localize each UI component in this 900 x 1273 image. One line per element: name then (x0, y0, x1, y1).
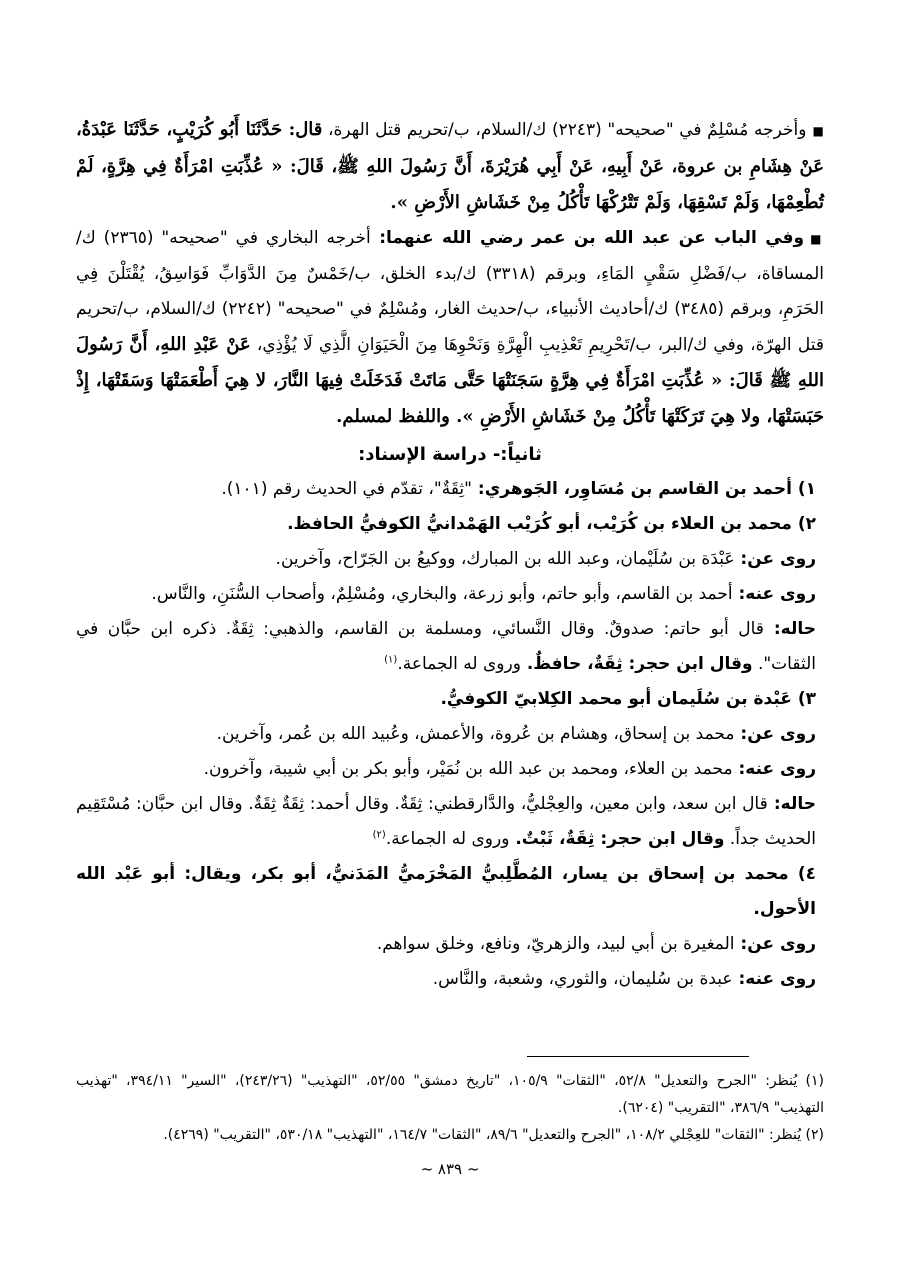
narrator-1-name: ١) أحمد بن القاسم بن مُسَاوِر، الجَوهري: (471, 479, 816, 499)
narrator-1-heading (76, 472, 824, 507)
narrator-4-riwa-an (76, 927, 824, 962)
riwa-an-text: عَبْدَة بن سُلَيْمان، وعبد الله بن المبارك، ووكيعُ بن الجَرّاح، وآخرين. (275, 549, 735, 569)
narrator-4-heading: ٤) محمد بن إسحاق بن يسار، المُطَّلِبيُّ المَخْرَميُّ المَدَنيُّ، أبو بكر، ويقال: أبو عَبْد الله الأحول. (76, 864, 816, 919)
bullet-icon: ■ (810, 232, 825, 246)
bab-lead-text: وفي الباب عن عبد الله بن عمر رضي الله عنهما: (370, 228, 805, 248)
bullet-icon: ■ (812, 124, 825, 138)
bab-hadith-text: عَنْ عَبْدِ اللهِ، أَنَّ رَسُولَ اللهِ ﷺ قَالَ: « عُذِّبَتِ امْرَأَةٌ فِي هِرَّةٍ سَجَنَتْهَا حَتَّى مَاتَتْ فَدَخَلَتْ فِيهَا النَّارَ، لا هِيَ أَطْعَمَتْهَا وَسَقَتْهَا، إِذْ حَبَسَتْهَا، ولا هِيَ تَرَكَتْهَا تَأْكُلُ مِنْ خَشَاشِ الأَرْضِ ». واللفظ لمسلم. (76, 334, 824, 427)
takhrij-text: وأخرجه مُسْلِمٌ في "صحيحه" (٢٢٤٣) ك/السلام، ب/تحريم قتل الهرة، (322, 120, 807, 140)
riwa-anhu-label: روى عنه: (732, 759, 816, 779)
hal-label: حاله: (767, 794, 816, 814)
riwa-anhu-text: عبدة بن سُليمان، والثوري، وشعبة، والنَّاس. (432, 969, 733, 989)
riwa-anhu-text: محمد بن العلاء، ومحمد بن عبد الله بن نُمَيْر، وأبو بكر بن أبي شيبة، وآخرون. (203, 759, 733, 779)
narrator-4-riwa-anhu (76, 962, 824, 997)
paragraph-muslim-takhrij (76, 112, 824, 221)
narrator-3-riwa-anhu (76, 752, 824, 787)
narrator-2-riwa-anhu (76, 577, 824, 612)
narrator-3-heading: ٣) عَبْدة بن سُلَيمان أبو محمد الكِلابيّ الكوفيُّ. (440, 689, 816, 709)
hal-verdict: وقال ابن حجر: ثِقَةٌ، حافظٌ. (520, 654, 753, 674)
riwa-anhu-label: روى عنه: (732, 584, 816, 604)
page-number: ~ ٨٣٩ ~ (420, 1160, 480, 1178)
footnote-ref-2[interactable]: (٢) (372, 829, 386, 841)
hal-end: وروى له الجماعة. (385, 829, 510, 849)
footnote-ref-1[interactable]: (١) (384, 654, 398, 666)
narrator-2-hal (76, 612, 824, 682)
footnotes (76, 1068, 824, 1149)
hal-verdict: وقال ابن حجر: ثِقَةٌ، ثَبْتٌ. (509, 829, 725, 849)
riwa-an-label: روى عن: (734, 724, 816, 744)
narrator-3-riwa-an (76, 717, 824, 752)
hal-end: وروى له الجماعة. (397, 654, 521, 674)
hal-text: قال أبو حاتم: صدوقٌ. وقال النَّسائي، ومسلمة بن القاسم، والذهبي: ثِقَةٌ. ذكره ابن حبَّان في الثقات". (76, 619, 816, 674)
narrator-2-heading: ٢) محمد بن العلاء بن كُرَيْب، أبو كُرَيْب الهَمْدانيُّ الكوفيُّ الحافظ. (287, 514, 816, 534)
riwa-anhu-text: أحمد بن القاسم، وأبو حاتم، وأبو زرعة، والبخاري، ومُسْلِمٌ، وأصحاب السُّنَنِ، والنَّاس. (151, 584, 733, 604)
hal-label: حاله: (763, 619, 817, 639)
bab-body-text: أخرجه البخاري في "صحيحه" (٢٣٦٥) ك/المساقاة، ب/فَضْلِ سَقْيِ المَاءِ، وبرقم (٣٣١٨) ك/بدء الخلق، ب/خَمْسٌ مِنَ الدَّوَابِّ فَوَاسِقُ، يُقْتَلْنَ فِي الحَرَمِ، وبرقم (٣٤٨٥) ك/أحاديث الأنبياء، ب/حديث الغار، ومُسْلِمٌ في "صحيحه" (٢٢٤٢) ك/السلام، ب/تحريم قتل الهرّة، وفي ك/البر، ب/تَحْرِيمِ تَعْذِيبِ الْهِرَّةِ وَنَحْوِهَا مِنَ الْحَيَوَانِ الَّذِي لَا يُؤْذِي، (76, 228, 824, 355)
riwa-anhu-label: روى عنه: (732, 969, 816, 989)
riwa-an-label: روى عن: (734, 934, 816, 954)
narrator-3-hal (76, 787, 824, 857)
narrator-1-note: "ثِقَةٌ"، تقدّم في الحديث رقم (١٠١). (221, 479, 472, 499)
hal-text: قال ابن سعد، وابن معين، والعِجْليُّ، والدَّارقطني: ثِقَةٌ. وقال أحمد: ثِقَةٌ ثِقَةٌ. وقال ابن حبَّان: مُسْتَقِيم الحديث جداً. (76, 794, 816, 849)
paragraph-bab-takhrij (76, 221, 824, 435)
riwa-an-text: محمد بن إسحاق، وهشام بن عُروة، والأعمش، وعُبيد الله بن عُمر، وآخرين. (216, 724, 735, 744)
riwa-an-text: المغيرة بن أبي لبيد، والزهريّ، ونافع، وخلق سواهم. (376, 934, 735, 954)
narrator-2-riwa-an (76, 542, 824, 577)
isnad-hadith-text: قال: حَدَّثَنَا أَبُو كُرَيْبٍ، حَدَّثَنَا عَبْدَةُ، عَنْ هِشَامِ بن عروة، عَنْ أَبِيهِ، عَنْ أَبِي هُرَيْرَةَ، أَنَّ رَسُولَ اللهِ ﷺ، قَالَ: « عُذِّبَتِ امْرَأَةٌ فِي هِرَّةٍ، لَمْ تُطْعِمْهَا، وَلَمْ تَسْقِهَا، وَلَمْ تَتْرُكْهَا تَأْكُلُ مِنْ خَشَاشِ الأَرْضِ ». (76, 119, 824, 213)
page-body (76, 112, 824, 997)
footnote-1: (١) يُنظر: "الجرح والتعديل" ٥٢/٨، "الثقات" ١٠٥/٩، "تاريخ دمشق" ٥٢/٥٥، "التهذيب" (٢٤٣/٢٦)، "السير" ٣٩٤/١١، "تهذيب التهذيب" ٣٨٦/٩، "التقريب" (٦٢٠٤). (76, 1073, 824, 1116)
footnote-2: (٢) يُنظر: "الثقات" للعِجْلي ١٠٨/٢، "الجرح والتعديل" ٨٩/٦، "الثقات" ١٦٤/٧، "التهذيب" ٥٣٠/١٨، "التقريب" (٤٢٦٩). (163, 1127, 824, 1143)
riwa-an-label: روى عن: (734, 549, 816, 569)
section-title: ثانياً:- دراسة الإسناد: (358, 444, 542, 465)
footnote-divider (527, 1056, 749, 1057)
